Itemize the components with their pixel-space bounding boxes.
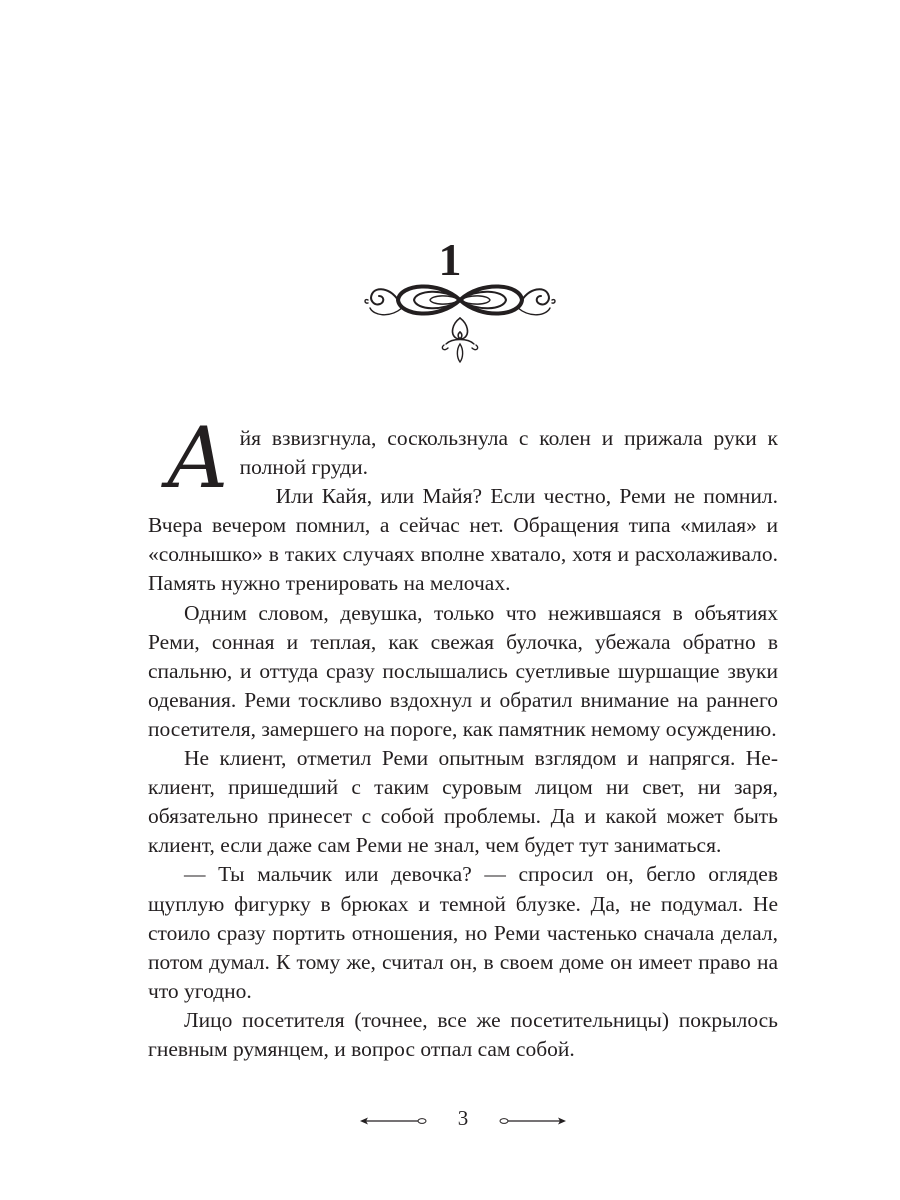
paragraph-5: — Ты мальчик или девочка? — спросил он, бегло оглядев щуплую фигурку в брюках и темной блузке. Да, не подумал. Не стоило сразу портить отношения, но Реми частенько сначала делал, потом думал. К тому же, считал он, в своем доме он имеет право на что угодно. bbox=[148, 862, 778, 1003]
arrow-left-ornament-icon bbox=[358, 1116, 430, 1126]
arrow-right-ornament-icon bbox=[496, 1116, 568, 1126]
drop-cap: А bbox=[166, 409, 230, 507]
paragraph-4: Не клиент, отметил Реми опытным взглядом и напрягся. Не-клиент, пришедший с таким суровым лицом ни свет, ни заря, обязательно принесет с собой проблемы. Да и какой может быть клиент, если даже сам Реми не знал, чем будет тут заниматься. bbox=[148, 746, 778, 858]
page-number: 3 bbox=[457, 1106, 469, 1130]
paragraph-6: Лицо посетителя (точнее, все же посетительницы) покрылось гневным румянцем, и вопрос отпал сам собой. bbox=[148, 1007, 778, 1061]
paragraph-1 bbox=[148, 409, 778, 507]
paragraph-1-text: йя взвизгнула, соскользнула с колен и прижала руки к полной груди. bbox=[239, 426, 778, 480]
flourish-ornament-icon bbox=[360, 278, 560, 368]
chapter-number: 1 bbox=[438, 234, 462, 285]
paragraph-2: Или Кайя, или Майя? Если честно, Реми не помнил. Вчера вечером помнил, а сейчас нет. Обращения типа «милая» и «солнышко» в таких случаях вполне хватало, хотя и расхолаживало. Память нужно тренировать на мелочах. bbox=[148, 484, 778, 596]
chapter-text bbox=[148, 409, 778, 1064]
page-footer bbox=[0, 1102, 900, 1136]
paragraph-3: Одним словом, девушка, только что нежившаяся в объятиях Реми, сонная и теплая, как свежая булочка, убежала обратно в спальню, и оттуда сразу послышались суетливые шуршащие звуки одевания. Реми тоскливо вздохнул и обратил внимание на раннего посетителя, замершего на пороге, как памятник немому осуждению. bbox=[148, 600, 778, 741]
